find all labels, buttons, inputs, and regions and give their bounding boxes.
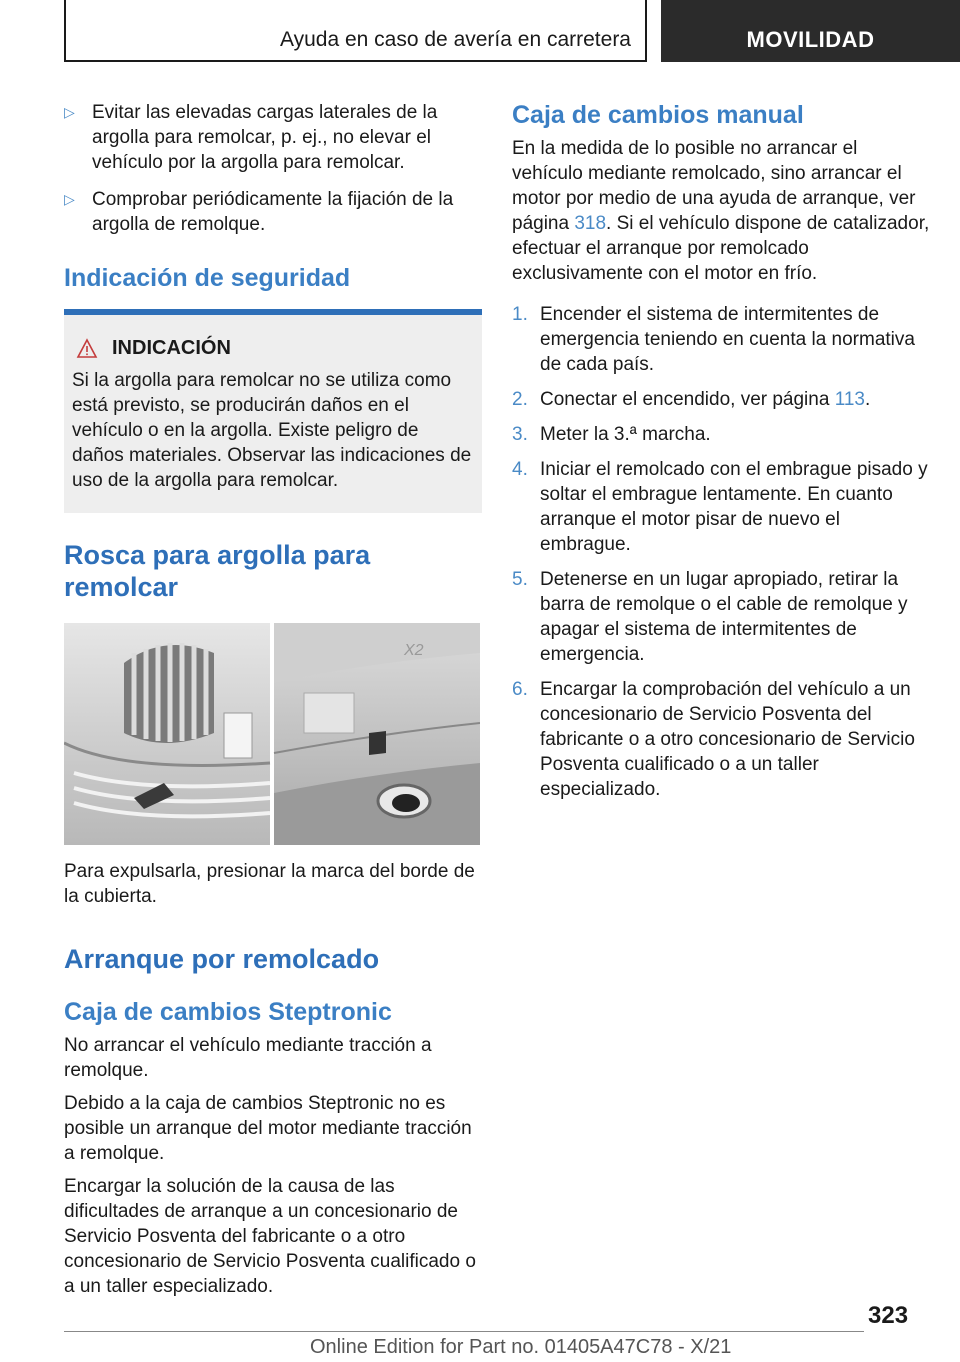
- step-number: 6.: [512, 679, 528, 700]
- bullet-text: Comprobar periódicamente la fijación de la argolla de remolque.: [92, 189, 454, 235]
- step-text: Meter la 3.ª marcha.: [540, 424, 711, 445]
- step-number: 1.: [512, 304, 528, 325]
- left-column: [64, 100, 482, 1299]
- step-text: Detenerse en un lugar apropiado, retirar la barra de remolque o el cable de remolque y apagar el sistema de intermitentes de emergencia.: [540, 569, 908, 665]
- list-item: [512, 567, 930, 667]
- intro-text: En la medida de lo posible no arrancar el vehículo mediante remolcado, sino arrancar el motor por medio de una ayuda de arranque, ver página: [512, 138, 916, 234]
- step-text-part: .: [865, 389, 871, 410]
- step-text: [540, 387, 930, 412]
- list-item: [512, 302, 930, 377]
- bullet-text: Evitar las elevadas cargas laterales de la argolla para remolcar, p. ej., no elevar el vehículo por la argolla para remolcar.: [92, 102, 438, 173]
- footer-rule: [64, 1331, 864, 1332]
- step-number: 4.: [512, 459, 528, 480]
- svg-text:X2: X2: [404, 642, 424, 659]
- list-item: [512, 422, 930, 447]
- intro-text: . Si el vehículo dispone de catalizador, efectuar el arranque por remolcado exclusivamente con el motor en frío.: [512, 213, 930, 284]
- list-item: [64, 100, 482, 175]
- figure-caption: Para expulsarla, presionar la marca del borde de la cubierta.: [64, 861, 475, 907]
- page-link-318[interactable]: 318: [574, 213, 607, 234]
- list-item: [512, 387, 930, 412]
- step-number: 3.: [512, 424, 528, 445]
- right-column: [512, 100, 930, 812]
- warning-triangle-icon: [72, 338, 112, 360]
- car-bumper-illustration: [64, 623, 480, 845]
- manual-heading: Caja de cambios manual: [512, 101, 804, 129]
- page-number: 323: [868, 1302, 909, 1329]
- step-text: Encender el sistema de intermitentes de emergencia teniendo en cuenta la normativa de cada país.: [540, 304, 915, 375]
- steptronic-heading: Caja de cambios Steptronic: [64, 998, 392, 1026]
- step-number: 2.: [512, 389, 528, 410]
- page-header: [64, 0, 960, 64]
- step-number: 5.: [512, 569, 528, 590]
- header-section-box: [64, 0, 647, 62]
- step-text: Encargar la comprobación del vehículo a un concesionario de Servicio Posventa del fabricante o a otro concesionario de Servicio Posventa cualificado o a un taller especializado.: [540, 679, 915, 800]
- steptronic-paragraph: Debido a la caja de cambios Steptronic no es posible un arranque del motor mediante tracción a remolque.: [64, 1093, 472, 1164]
- notice-title: INDICACIÓN: [112, 337, 231, 359]
- list-item: [64, 187, 482, 237]
- safety-heading: Indicación de seguridad: [64, 264, 351, 292]
- list-item: [512, 677, 930, 802]
- step-text: Iniciar el remolcado con el embrague pisado y soltar el embrague lentamente. En cuanto arranque el motor pisar de nuevo el embrague.: [540, 459, 928, 555]
- tow-start-heading: Arranque por remolcado: [64, 944, 380, 974]
- steps-list: [512, 302, 930, 802]
- notice-title-row: [72, 337, 474, 360]
- page-link-113[interactable]: 113: [834, 389, 865, 410]
- notice-text: Si la argolla para remolcar no se utiliza como está previsto, se producirán daños en el vehículo o en la argolla. Existe peligro de daños materiales. Observar las indicaciones de uso de la argolla para remolcar.: [72, 370, 472, 491]
- header-section-title: Ayuda en caso de avería en carretera: [279, 28, 631, 51]
- header-chapter-tab: MOVILIDAD: [661, 0, 960, 62]
- manual-intro: [512, 136, 930, 286]
- steptronic-paragraph: Encargar la solución de la causa de las dificultades de arranque a un concesionario de Servicio Posventa del fabricante o a otro concesionario de Servicio Posventa cualificado o a un taller especializado.: [64, 1176, 476, 1297]
- step-text-part: Conectar el encendido, ver página: [540, 389, 835, 410]
- triangle-bullet-icon: ▷: [64, 191, 75, 207]
- list-item: [512, 457, 930, 557]
- footer-edition: Online Edition for Part no. 01405A47C78 - X/21: [310, 1336, 732, 1358]
- thread-heading: Rosca para argolla para remolcar: [64, 540, 371, 602]
- steptronic-paragraph: No arrancar el vehículo mediante tracción a remolque.: [64, 1035, 432, 1081]
- car-bumper-drawing: [64, 623, 480, 845]
- notice-box: [64, 315, 482, 513]
- triangle-bullet-icon: ▷: [64, 104, 75, 120]
